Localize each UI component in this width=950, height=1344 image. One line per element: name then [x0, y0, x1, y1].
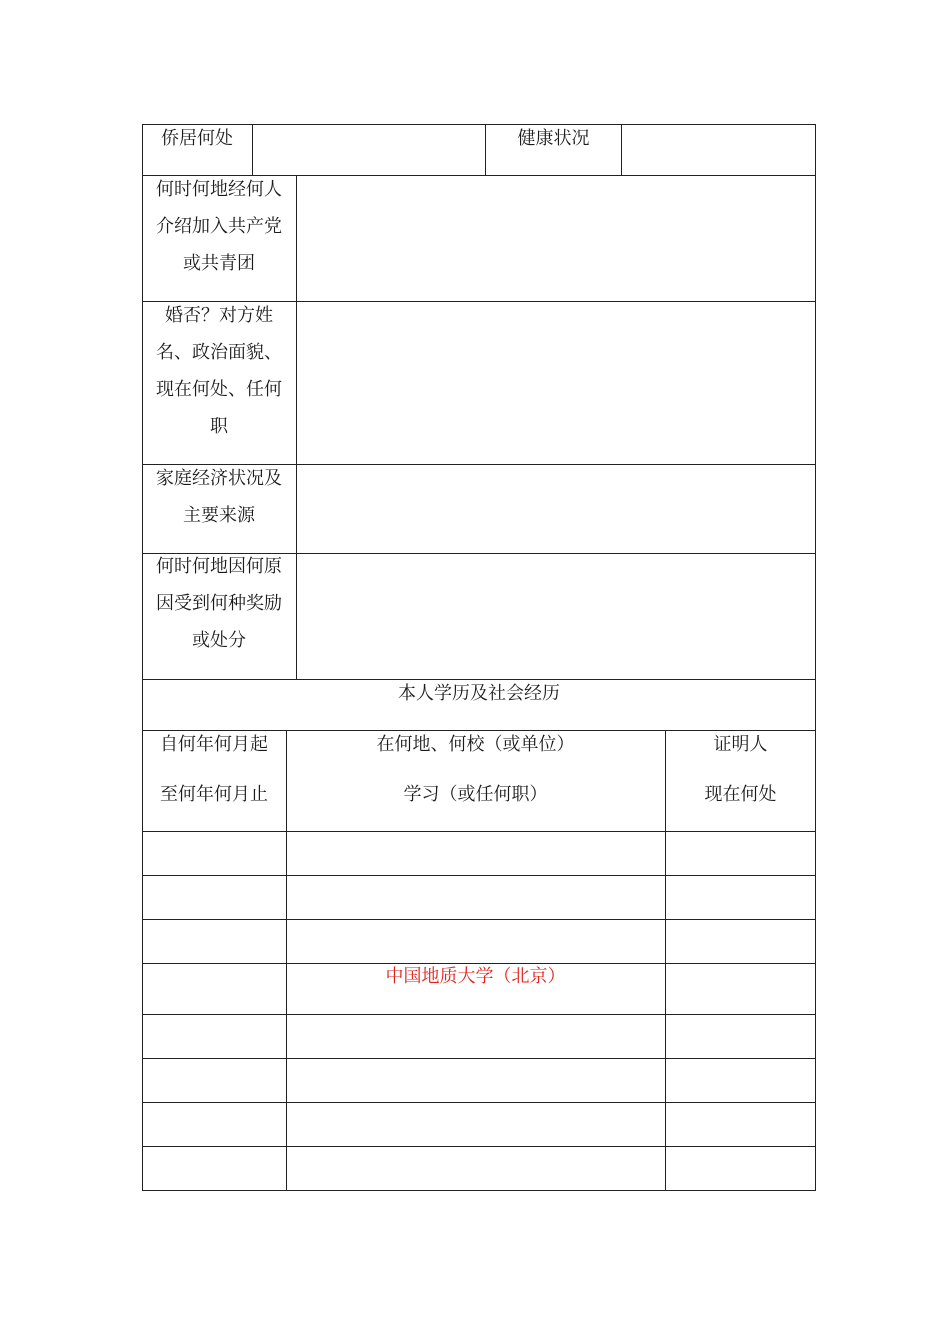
col-divider	[296, 175, 297, 679]
overseas-label: 侨居何处	[161, 128, 233, 149]
history-col-witness-line: 证明人	[713, 734, 768, 755]
history-col-witness-line: 现在何处	[704, 784, 777, 805]
history-row-place-highlight: 中国地质大学（北京）	[385, 966, 566, 987]
marriage-label-line: 名、政治面貌、	[156, 342, 282, 363]
reward-label-line: 或处分	[192, 630, 246, 651]
history-col-place-line: 学习（或任何职）	[403, 784, 548, 805]
family-label-line: 主要来源	[183, 505, 255, 526]
row-divider	[142, 1058, 816, 1059]
party-label-line: 介绍加入共产党	[156, 216, 282, 237]
history-col-period-line: 至何年何月止	[160, 784, 268, 805]
party-label-line: 或共青团	[183, 253, 255, 274]
family-label-line: 家庭经济状况及	[156, 468, 282, 489]
row-divider	[142, 919, 816, 920]
party-label-line: 何时何地经何人	[156, 179, 282, 200]
reward-label-line: 何时何地因何原	[156, 556, 282, 577]
row-divider	[142, 1014, 816, 1015]
row-divider	[142, 875, 816, 876]
row-divider	[142, 1146, 816, 1147]
history-col-place-line: 在何地、何校（或单位）	[376, 734, 575, 755]
row-divider	[142, 831, 816, 832]
history-title: 本人学历及社会经历	[398, 683, 560, 704]
overseas-value[interactable]	[253, 120, 485, 157]
marriage-label-line: 婚否？对方姓	[165, 305, 273, 326]
health-value[interactable]	[622, 120, 816, 157]
history-col-period-line: 自何年何月起	[160, 734, 268, 755]
health-label: 健康状况	[517, 128, 590, 149]
marriage-label-line: 职	[210, 416, 228, 437]
reward-label-line: 因受到何种奖励	[156, 593, 282, 614]
row-divider	[142, 1102, 816, 1103]
marriage-label-line: 现在何处、任何	[156, 379, 282, 400]
